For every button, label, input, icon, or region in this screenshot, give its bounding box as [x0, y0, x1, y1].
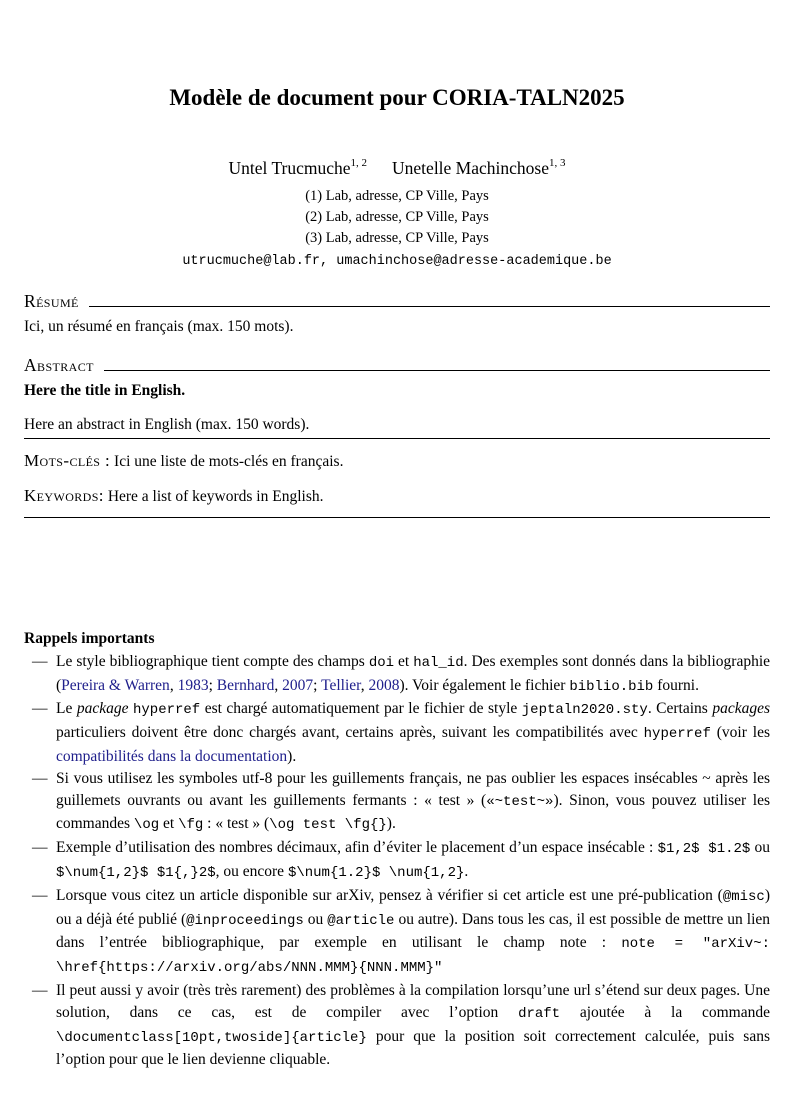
inline-text: : « test » (: [203, 815, 270, 833]
affiliation-line: (2) Lab, adresse, CP Ville, Pays: [305, 209, 489, 225]
bullet-dash: —: [32, 652, 48, 670]
resume-text: Ici, un résumé en français (max. 150 mots).: [24, 318, 294, 335]
inline-link[interactable]: 1983: [177, 676, 209, 694]
inline-text: ) ou a déjà été publié (: [56, 886, 770, 928]
abstract-text: Here an abstract in English (max. 150 words).: [24, 414, 770, 440]
list-item-text: [56, 982, 770, 1068]
inline-link[interactable]: 2008: [368, 676, 400, 694]
inline-code: hyperref: [643, 726, 711, 743]
keywords-label: Keywords:: [24, 486, 104, 506]
inline-text: fourni.: [653, 676, 699, 694]
affiliation-line: (1) Lab, adresse, CP Ville, Pays: [305, 188, 489, 204]
inline-code: jeptaln2020.sty: [521, 702, 648, 719]
inline-code: @misc: [722, 888, 765, 905]
author-2-affiliation-marks: 1, 3: [548, 157, 566, 170]
inline-text: ou autre). Dans tous les cas, il est possible de mettre un lien dans l’entrée bibliographique, par exemple en utilisant le champ note :: [56, 910, 771, 952]
bullet-dash: —: [32, 700, 48, 718]
bullet-dash: —: [32, 886, 48, 904]
inline-text: Il peut aussi y avoir (très très rarement) des problèmes à la compilation lorsqu’une url s’étend sur deux pages. Une solution, dans ce cas, est de compiler avec l’option: [56, 981, 770, 1021]
inline-text: Le: [56, 700, 77, 718]
inline-code: hyperref: [132, 702, 201, 719]
inline-code: \og: [133, 817, 160, 834]
inline-code: \fg: [178, 817, 204, 834]
horizontal-rule: [104, 370, 770, 371]
inline-code: note = "arXiv~: \href{https://arxiv.org/abs/NNN.MMM}{NNN.MMM}": [56, 936, 770, 977]
inline-text: particuliers doivent être donc chargés avant, certains après, suivant les compatibilités avec: [56, 724, 644, 742]
inline-code: «~test~»: [486, 793, 554, 810]
affiliation-line: (3) Lab, adresse, CP Ville, Pays: [305, 230, 489, 246]
list-item: [24, 885, 770, 980]
inline-code: @inproceedings: [186, 912, 304, 929]
inline-text: , ou encore: [215, 862, 288, 880]
affiliations-block: [24, 186, 770, 249]
inline-code: biblio.bib: [569, 678, 654, 695]
inline-text: Si vous utilisez les symboles utf-8 pour les guillements français, ne pas oublier les espaces insécables ~ après les guillemets ouvrants ou avant les guillements fermants : « test » (: [56, 769, 770, 809]
author-1-name: Untel Trucmuche: [228, 158, 351, 178]
motscles-line: [24, 451, 770, 473]
author-emails: utrucmuche@lab.fr, umachinchose@adresse-academique.be: [182, 254, 612, 269]
keywords-text: Here a list of keywords in English.: [103, 488, 324, 506]
inline-link[interactable]: Bernhard: [216, 676, 275, 694]
keywords-line: [24, 486, 770, 518]
inline-text: ou: [303, 910, 328, 928]
inline-code: $\num{1.2}$ \num{1,2}: [287, 864, 465, 881]
author-2-name: Unetelle Machinchose: [392, 158, 549, 178]
bullet-dash: —: [32, 769, 48, 787]
inline-text: ,: [360, 676, 369, 694]
rappels-list: [24, 651, 770, 1071]
inline-text: ;: [208, 676, 217, 694]
inline-text: ). Sinon, vous pouvez utiliser les commandes: [56, 791, 771, 833]
resume-section-header: [24, 291, 770, 311]
abstract-section-header: [24, 355, 770, 375]
list-item: [24, 980, 770, 1071]
inline-text: ,: [274, 676, 283, 694]
inline-code: \documentclass[10pt,twoside]{article}: [56, 1029, 367, 1046]
inline-text: et: [159, 815, 179, 833]
inline-code: draft: [518, 1005, 561, 1022]
bullet-dash: —: [32, 981, 48, 999]
list-item: [24, 651, 770, 699]
inline-text: ou: [750, 839, 771, 857]
list-item-text: [56, 653, 770, 694]
inline-text: (voir les: [710, 724, 770, 742]
list-item: [24, 698, 770, 767]
inline-text: ). Voir également le fichier: [399, 676, 570, 694]
list-item: [24, 837, 770, 885]
list-item-text: [56, 770, 770, 833]
inline-code: hal_id: [413, 654, 464, 671]
inline-text: ajoutée à la commande: [560, 1003, 770, 1021]
inline-link[interactable]: 2007: [282, 676, 314, 694]
inline-link[interactable]: Pereira & Warren: [61, 676, 170, 694]
inline-text: Exemple d’utilisation des nombres décimaux, afin d’éviter le placement d’un espace insécable :: [56, 839, 658, 857]
inline-code: $\num{1,2}$ $1{,}2$: [56, 864, 216, 881]
list-item-text: [56, 839, 770, 880]
horizontal-rule: [89, 306, 770, 307]
inline-code: @article: [327, 912, 395, 929]
author-1-affiliation-marks: 1, 2: [350, 157, 368, 170]
inline-text: .: [464, 862, 469, 880]
abstract-label: Abstract: [24, 354, 94, 375]
inline-text: est chargé automatiquement par le fichier de style: [200, 700, 522, 718]
inline-text: package: [76, 700, 129, 718]
inline-text: Le style bibliographique tient compte des champs: [56, 652, 369, 670]
inline-code: $1,2$ $1.2$: [657, 841, 751, 858]
author-2: [392, 158, 565, 178]
section-heading-rappels: Rappels importants: [24, 629, 155, 647]
inline-text: packages: [712, 700, 770, 718]
inline-link[interactable]: Tellier: [321, 676, 361, 694]
motscles-label: Mots-clés :: [24, 451, 111, 471]
inline-link[interactable]: compatibilités dans la documentation: [56, 747, 288, 765]
list-item-text: [56, 700, 770, 765]
author-line: [24, 156, 770, 180]
inline-text: et: [394, 652, 414, 670]
motscles-text: Ici une liste de mots-clés en français.: [110, 453, 344, 471]
inline-text: ;: [313, 676, 322, 694]
inline-text: ,: [169, 676, 178, 694]
inline-text: ).: [287, 747, 297, 765]
resume-label: Résumé: [24, 291, 79, 311]
english-title: Here the title in English.: [24, 381, 186, 399]
inline-text: . Des exemples sont donnés dans la bibliographie (: [56, 652, 771, 694]
paper-title: Modèle de document pour CORIA-TALN2025: [169, 85, 625, 110]
inline-text: Lorsque vous citez un article disponible sur arXiv, pensez à vérifier si cet article est une pré-publication (: [56, 886, 723, 904]
inline-code: doi: [368, 654, 395, 671]
list-item-text: [56, 887, 770, 975]
inline-text: pour que la position soit correctement calculée, puis sans l’option pour que le lien devienne cliquable.: [56, 1027, 770, 1069]
inline-text: ).: [386, 815, 396, 833]
inline-code: \og test \fg{}: [269, 817, 387, 834]
author-1: [229, 158, 368, 178]
inline-text: . Certains: [647, 700, 713, 718]
list-item: [24, 768, 770, 837]
bullet-dash: —: [32, 839, 48, 857]
